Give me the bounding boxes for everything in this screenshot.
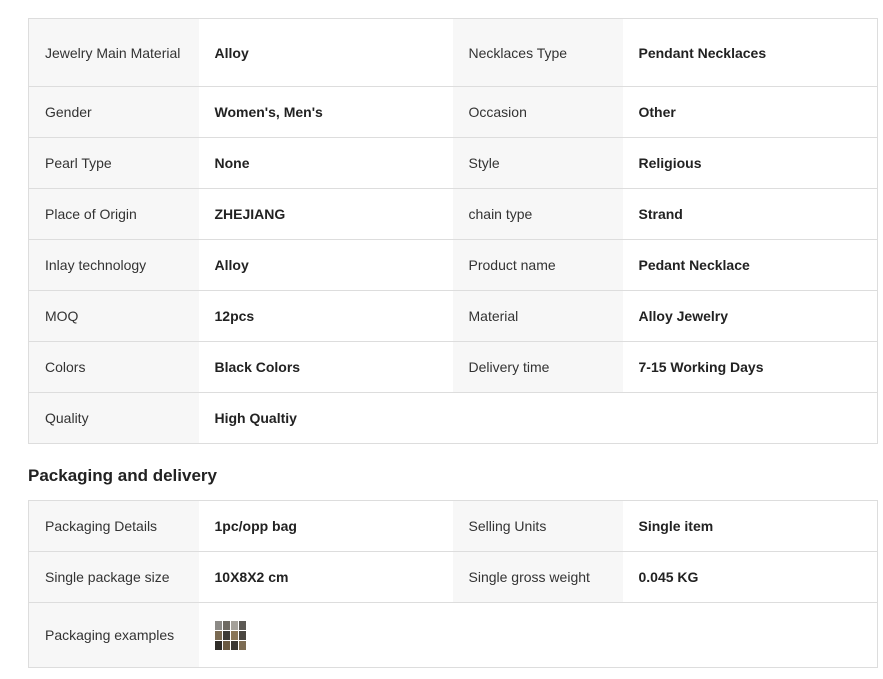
section-title-packaging: Packaging and delivery [28,466,217,485]
attribute-value: Pedant Necklace [623,240,878,291]
attribute-value: Alloy Jewelry [623,291,878,342]
packaging-examples-cell [199,603,878,668]
attribute-value: None [199,138,453,189]
packaging-example-thumbnail[interactable] [215,621,246,650]
thumbnail-tile [231,621,238,630]
thumbnail-tile [215,641,222,650]
thumbnail-tile [215,621,222,630]
table-row [29,393,878,444]
attribute-value: ZHEJIANG [199,189,453,240]
table-row [29,189,878,240]
attributes-table [28,18,878,444]
attribute-value: High Qualtiy [199,393,453,444]
attribute-value: Other [623,87,878,138]
attribute-name: Packaging Details [29,501,199,552]
attribute-value: Women's, Men's [199,87,453,138]
attribute-value: 0.045 KG [623,552,878,603]
table-row [29,87,878,138]
attribute-name: Product name [453,240,623,291]
table-row [29,291,878,342]
attribute-value: Alloy [199,19,453,87]
attribute-name: Selling Units [453,501,623,552]
table-row [29,342,878,393]
attribute-name: Gender [29,87,199,138]
table-row [29,19,878,87]
attribute-value: Religious [623,138,878,189]
attribute-name: Occasion [453,87,623,138]
attribute-value: 12pcs [199,291,453,342]
thumbnail-tile [239,621,246,630]
attribute-name: Packaging examples [29,603,199,668]
table-row [29,501,878,552]
attribute-name: Inlay technology [29,240,199,291]
table-row [29,552,878,603]
empty-cell [623,393,878,444]
thumbnail-tile [223,621,230,630]
thumbnail-tile [223,631,230,640]
table-row [29,138,878,189]
attribute-name: Quality [29,393,199,444]
thumbnail-tile [231,641,238,650]
attribute-name: Single gross weight [453,552,623,603]
attribute-value: Alloy [199,240,453,291]
thumbnail-tile [231,631,238,640]
attribute-name: Necklaces Type [453,19,623,87]
attribute-name: Single package size [29,552,199,603]
attribute-value: Strand [623,189,878,240]
attribute-value: Pendant Necklaces [623,19,878,87]
attribute-value: Black Colors [199,342,453,393]
attribute-name: Material [453,291,623,342]
table-row [29,240,878,291]
thumbnail-tile [215,631,222,640]
attribute-value: 1pc/opp bag [199,501,453,552]
thumbnail-tile [223,641,230,650]
thumbnail-tile [239,631,246,640]
attribute-name: Pearl Type [29,138,199,189]
attribute-value: 10X8X2 cm [199,552,453,603]
attribute-name: Style [453,138,623,189]
thumbnail-tile [239,641,246,650]
table-row [29,603,878,668]
attribute-name: Delivery time [453,342,623,393]
attribute-value: Single item [623,501,878,552]
packaging-table [28,500,878,668]
attribute-name: Jewelry Main Material [29,19,199,87]
attribute-name: MOQ [29,291,199,342]
attribute-name: Place of Origin [29,189,199,240]
attribute-value: 7-15 Working Days [623,342,878,393]
attribute-name: chain type [453,189,623,240]
attribute-name: Colors [29,342,199,393]
empty-cell [453,393,623,444]
